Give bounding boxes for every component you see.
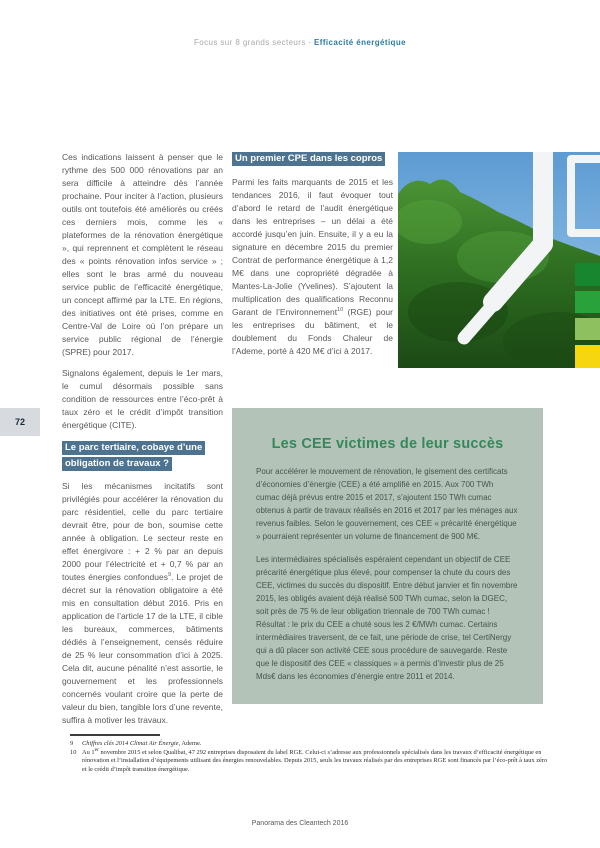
footnote-ref-9: 9 <box>168 572 172 579</box>
middle-paragraph <box>232 176 393 358</box>
running-header <box>0 38 600 47</box>
forest-energy-photo <box>398 152 600 368</box>
left-paragraph-3-text-cont: . Le projet de décret sur la rénovation obligatoire a été mis en consultation début 2016. Pris en application de l’article 17 de la LTE, il cible les bureaux, commerces, bâtiments dédiés à l’enseignement, censés réduire de 25 % leur consommation d’ici à 2025. Cela dit, aucune pénalité n’est assortie, le gouvernement et les professionnels concernés voulant croire que la perte de valeur du bien, tangible lors d’une revente, suffira à motiver les travaux. <box>62 572 224 725</box>
footnote-10-text <box>82 749 548 774</box>
footnote-10-post: novembre 2015 et selon Qualibat, 47 292 entreprises disposaient du label RGE. Celui-ci s’adresse aux professionnels spécialisés dans les travaux d’efficacité énergétique en rénovation et l’installation d’équipements utilisant des énergies renouvelables. Depuis 2015, seuls les travaux réalisés par des entreprises RGE sont financés par l’éco-prêt à taux zéro et le crédit d’impôt transition énergétique. <box>82 749 548 773</box>
cee-box-paragraph-1: Pour accélérer le mouvement de rénovation, le gisement des certificats d’économies d’énergie (CEE) a été amplifié en 2015. Aux 700 TWh cumac déjà prévus entre 2015 et 2017, s’ajoutent 150 TWh cumac obtenus à partir de travaux réalisés en 2016 et 2017 par les ménages aux revenus faibles. Selon le gouvernement, ces CEE « précarité énergétique » pourraient représenter un volume de financement de 900 M€. <box>256 467 518 541</box>
footnote-10-ordinal: er <box>94 747 99 754</box>
page-number-tab <box>0 408 40 436</box>
header-chapter-label: Efficacité énergétique <box>314 38 406 47</box>
energy-bar-dark-green <box>575 263 600 286</box>
forest-photo-art <box>398 152 600 368</box>
header-section-label: Focus sur 8 grands secteurs <box>194 38 306 47</box>
footnote-9-rest: , Ademe. <box>178 740 202 747</box>
left-column <box>62 151 223 735</box>
left-paragraph-3-text: Si les mécanismes incitatifs sont privilégiés pour accélérer la rénovation du parc résidentiel, celle du parc tertiaire devrait être, pour de bon, soumise cette année à obligation. Le secteur reste en effet énergivore : + 2 % par an depuis 2000 pour l’électricité et + 0,7 % par an toutes énergies confondues <box>62 481 223 582</box>
middle-column <box>232 151 393 366</box>
page-number: 72 <box>14 417 25 427</box>
energy-bar-yellow <box>575 345 600 368</box>
middle-paragraph-text: Parmi les faits marquants de 2015 et les tendances 2016, il faut évoquer tout d’abord le retard de l’audit énergétique dans les entreprises – un délai a été accordé jusqu’en juin. Ensuite, il y a eu la signature en décembre 2015 du premier Contrat de performance énergétique à 1,2 M€ dans une copropriété dégradée à Mantes-La-Jolie (Yvelines). S’ajoutent la multiplication des qualifications Reconnu Garant de l’Environnement <box>232 176 393 317</box>
footnotes <box>70 740 548 775</box>
left-subhead-highlight: Le parc tertiaire, cobaye d’une obligation de travaux ? <box>62 441 205 471</box>
header-separator: - <box>305 38 315 47</box>
footnote-9-text <box>82 740 548 748</box>
footnote-9-title: Chiffres clés 2014 Climat Air Énergie <box>82 740 179 747</box>
left-paragraph-3 <box>62 480 223 727</box>
footnote-ref-10: 10 <box>337 306 344 313</box>
footnote-10-number: 10 <box>70 749 77 757</box>
footnote-10-pre: Au 1 <box>82 749 95 757</box>
page-footer: Panorama des Cleantech 2016 <box>251 820 349 827</box>
left-paragraph-2: Signalons également, depuis le 1er mars, le cumul désormais possible sans condition de ressources entre l’éco-prêt à taux zéro et le crédit d’impôt transition énergétique (CITE). <box>62 368 223 430</box>
cee-callout-box <box>232 408 543 704</box>
footnote-10 <box>70 749 548 774</box>
footnote-divider <box>70 734 160 736</box>
energy-bar-green <box>575 291 600 313</box>
left-paragraph-1: Ces indications laissent à penser que le rythme des 500 000 rénovations par an sera difficile à atteindre dès l’année prochaine. Pour inciter à l’action, plusieurs outils ont toutefois été améliorés ou créés ces derniers mois, comme les « plateformes de la rénovation énergétique », qui reprennent et complètent le réseau des « points rénovation infos service » ; elles sont le bras armé du nouveau service public de l’efficacité énergétique, un concept affirmé par la LTE. En régions, des initiatives ont été prises, comme en Centre-Val de Loire où l’on prépare un service public régional de l’énergie (SPRE) pour 2017. <box>62 152 223 357</box>
cee-box-title: Les CEE victimes de leur succès <box>271 436 504 452</box>
energy-bar-light-green <box>575 318 600 340</box>
middle-subhead-highlight: Un premier CPE dans les copros <box>232 152 385 166</box>
cee-box-paragraph-2: Les intermédiaires spécialisés espéraient cependant un objectif de CEE précarité énergétique plus élevé, pour compenser la chute du cours des CEE, victimes du succès du dispositif. Entre début janvier et fin novembre 2015, les obligés avaient déjà réalisé 500 TWh cumac, selon la DGEC, soit près de 75 % de leur obligation triennale de 700 TWh cumac ! Résultat : le prix du CEE a chuté sous les 2 €/MWh cumac. Certains intermédiaires traversent, de ce fait, une période de crise, tel CertiNergy qui a dû placer son activité CEE sous procédure de sauvegarde. Reste que le dispositif des CEE « classiques » a permis d’investir plus de 25 Mds€ dans les économies d’énergie entre 2011 et 2014. <box>256 555 518 681</box>
footnote-9-number: 9 <box>70 740 74 747</box>
middle-paragraph-text-cont: (RGE) pour les entreprises du bâtiment, et le doublement du Fonds Chaleur de l’Ademe, porté à 420 M€ d’ici à 2017. <box>232 306 393 356</box>
footnote-9 <box>70 740 548 748</box>
